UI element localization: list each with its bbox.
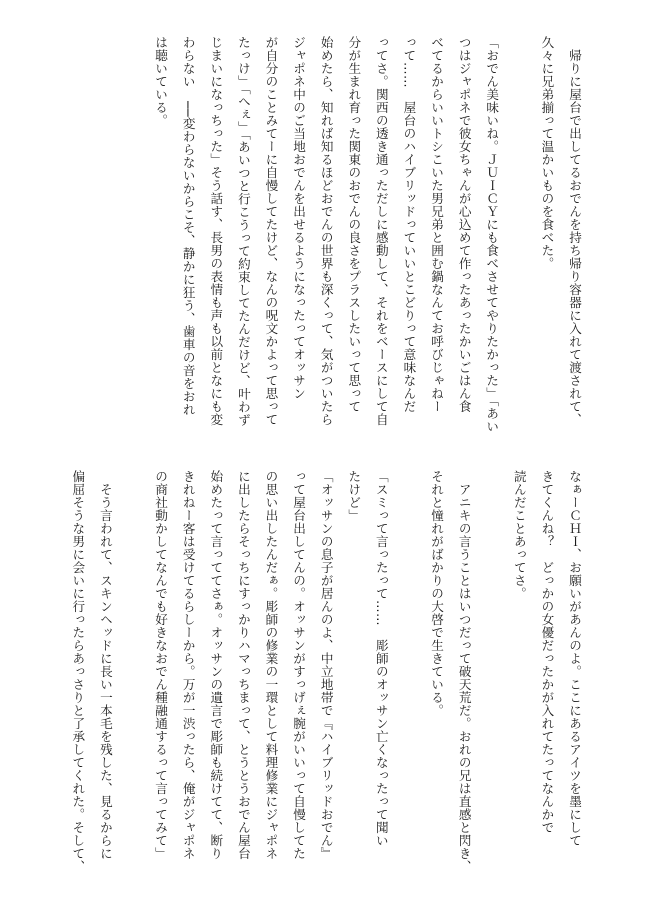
text-column: きれねー客は受けてるらしーから。万が一渋ったら、俺がジャポネ	[180, 470, 196, 860]
text-column: アニキの言うことはいつだって破天荒だ。おれの兄は直感と閃き、	[456, 470, 472, 873]
blank-column	[481, 470, 502, 858]
blank-column	[398, 470, 419, 858]
text-column: に出したらそっちにすっかりハマっちまって、とうとうおでん屋台	[235, 470, 251, 860]
text-block-bottom	[61, 470, 585, 873]
text-column: なぁーＣＨＩ、お願いがあんのよ。ここにあるアイツを墨にして	[567, 470, 582, 847]
text-column: って屋台出してんの。オッサンがすっげぇ腕がいいって自慢してた	[291, 470, 307, 860]
text-column: 久々に兄弟揃って温かいものを食べた。	[539, 36, 555, 270]
text-column: 帰りに屋台で出してるおでんを持ち帰り容器に入れて渡されて、	[567, 36, 582, 426]
text-column: は聴いている。	[153, 36, 169, 127]
text-column: 「スミって言ったって…… 彫師のオッサン亡くなったって聞い	[373, 470, 389, 847]
text-column: たけど」	[346, 470, 362, 522]
blank-column	[509, 36, 530, 424]
text-column: そう言われて、スキンヘッドに長い一本毛を残した、見るからに	[97, 470, 113, 860]
text-column: 始めたら、知れば知るほどおでんの世界も深くって、気がついたら	[318, 36, 334, 426]
text-column: 「オッサンの息子が居んのよ、中立地帯で『ハイブリッドおでん』	[318, 470, 334, 860]
text-column: が自分のことみてーに自慢してたけど、なんの呪文かよって思って	[263, 36, 279, 426]
text-column: 「おでん美味いね。ＪＵＩＣＹにも食べさせてやりたかった」「あい	[484, 36, 500, 433]
text-column: じまいになっちった」そう話す、長男の表情も声も以前となにも変	[208, 36, 224, 426]
text-column: たっけ」「へぇ」「あいつと行こうって約束してたんだけど、叶わず	[235, 36, 251, 427]
text-column: の商社動かしてなんでも好きなおでん種融通するって言ってみて」	[153, 470, 169, 860]
text-column: の思い出したんだぁ。彫師の修業の一環として料理修業にジャポネ	[263, 470, 279, 860]
text-column: 読んだことあってさ。	[511, 470, 527, 600]
text-column: きてくんね？ どっかの女優だったかが入れてたってなんかで	[539, 470, 555, 834]
text-column: って…… 屋台のハイブリッドっていいとこどりって意味なんだ	[401, 36, 417, 413]
text-column: 偏屈そうな男に会いに行ったらあっさりと了承してくれた。そして、	[70, 470, 86, 873]
text-block-top	[144, 36, 586, 433]
text-column: つはジャポネで彼女ちゃんが心込めて作ったあったかいごはん食	[456, 36, 472, 413]
text-column: 分が生まれ育った関東のおでんの良さをプラスしたいって思って	[346, 36, 362, 413]
text-column: ジャポネ中のご当地おでんを出せるようになったってオッサン	[291, 36, 307, 400]
text-column: ってさ。関西の透き通っただしに感動して、それをベースにして自	[373, 36, 389, 426]
text-column: わらない ──変わらないからこそ、静かに狂う、歯車の音をおれ	[180, 36, 196, 416]
text-column: 始めたって言っててさぁ。オッサンの遺言で彫師も続けてて、断り	[208, 470, 224, 860]
text-column: べてるからいいトシこいた男兄弟と囲む鍋なんてお呼びじゃねー	[429, 36, 445, 413]
blank-column	[123, 470, 144, 858]
text-column: それと憧れがばかりの大啓で生きている。	[429, 470, 445, 717]
